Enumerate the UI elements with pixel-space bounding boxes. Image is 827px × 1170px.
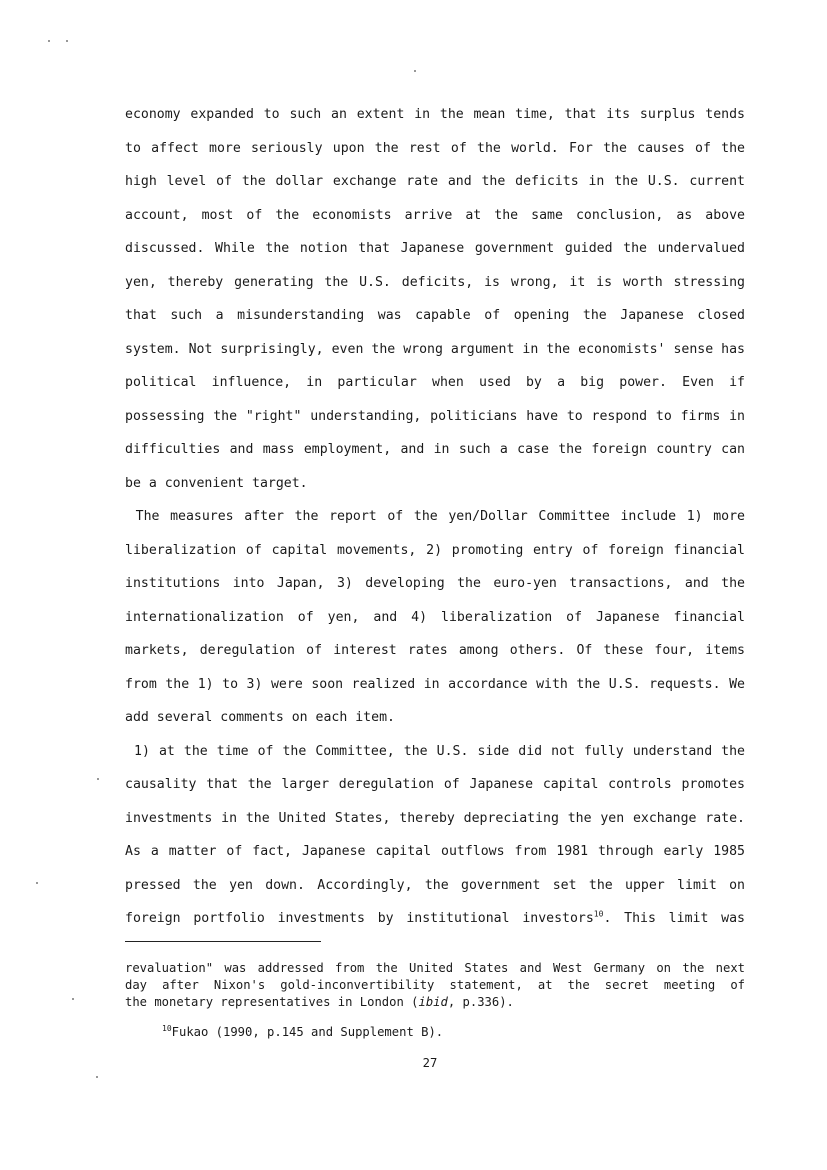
body-line: The measures after the report of the yen/Dollar Committee include 1) more	[125, 509, 745, 524]
scan-speck	[72, 998, 74, 1000]
footnote-continuation	[125, 960, 745, 1011]
footnote-marker: 10	[162, 1023, 172, 1033]
page-number: 27	[422, 1056, 438, 1070]
scan-speck	[97, 778, 99, 780]
body-line: add several comments on each item.	[125, 710, 395, 725]
body-line: difficulties and mass employment, and in such a case the foreign country can	[125, 442, 745, 457]
footnote-text: , p.336).	[447, 995, 514, 1009]
footnote-reference: 10	[593, 909, 604, 919]
body-line: possessing the "right" understanding, politicians have to respond to firms in	[125, 408, 745, 424]
scan-speck	[96, 1076, 98, 1078]
body-text	[125, 98, 745, 936]
scan-speck	[48, 40, 50, 42]
body-line: system. Not surprisingly, even the wrong argument in the economists' sense has	[125, 341, 745, 357]
body-line: political influence, in particular when used by a big power. Even if	[125, 375, 745, 390]
body-line: As a matter of fact, Japanese capital outflows from 1981 through early 1985	[125, 844, 745, 859]
body-line: investments in the United States, thereby depreciating the yen exchange rate.	[125, 810, 745, 826]
body-line: to affect more seriously upon the rest of the world. For the causes of the	[125, 140, 745, 156]
footnote-line	[125, 994, 745, 1011]
body-line: economy expanded to such an extent in the mean time, that its surplus tends	[125, 107, 745, 122]
body-line: internationalization of yen, and 4) liberalization of Japanese financial	[125, 609, 745, 625]
body-line-text: foreign portfolio investments by institutional investors	[125, 911, 594, 926]
body-line-tail: . This limit was	[603, 911, 745, 926]
body-line: that such a misunderstanding was capable of opening the Japanese closed	[125, 308, 745, 323]
footnote-italic: ibid	[418, 995, 448, 1009]
body-line: institutions into Japan, 3) developing the euro-yen transactions, and the	[125, 576, 745, 591]
footnote-text: Fukao (1990, p.145 and Supplement B).	[171, 1025, 444, 1039]
scan-speck	[414, 70, 416, 72]
footnote-10	[162, 1024, 443, 1041]
body-line: yen, thereby generating the U.S. deficits, is wrong, it is worth stressing	[125, 274, 745, 290]
scan-speck	[36, 882, 38, 884]
body-line: high level of the dollar exchange rate and the deficits in the U.S. current	[125, 174, 745, 189]
body-line: markets, deregulation of interest rates among others. Of these four, items	[125, 643, 745, 658]
body-line: liberalization of capital movements, 2) promoting entry of foreign financial	[125, 542, 745, 558]
footnote-line: day after Nixon's gold-inconvertibility statement, at the secret meeting of	[125, 978, 745, 992]
body-line: discussed. While the notion that Japanese government guided the undervalued	[125, 241, 745, 256]
body-line	[125, 902, 745, 936]
body-line: causality that the larger deregulation of Japanese capital controls promotes	[125, 777, 745, 792]
scan-speck	[66, 40, 68, 42]
body-line: from the 1) to 3) were soon realized in accordance with the U.S. requests. We	[125, 676, 745, 692]
body-line: pressed the yen down. Accordingly, the government set the upper limit on	[125, 877, 745, 893]
body-line: account, most of the economists arrive at the same conclusion, as above	[125, 207, 745, 223]
body-line: 1) at the time of the Committee, the U.S. side did not fully understand the	[125, 743, 745, 759]
footnote-line: revaluation" was addressed from the United States and West Germany on the next	[125, 961, 745, 975]
footnote-text: the monetary representatives in London (	[125, 995, 419, 1009]
footnote-separator	[125, 941, 321, 942]
body-line: be a convenient target.	[125, 475, 308, 491]
